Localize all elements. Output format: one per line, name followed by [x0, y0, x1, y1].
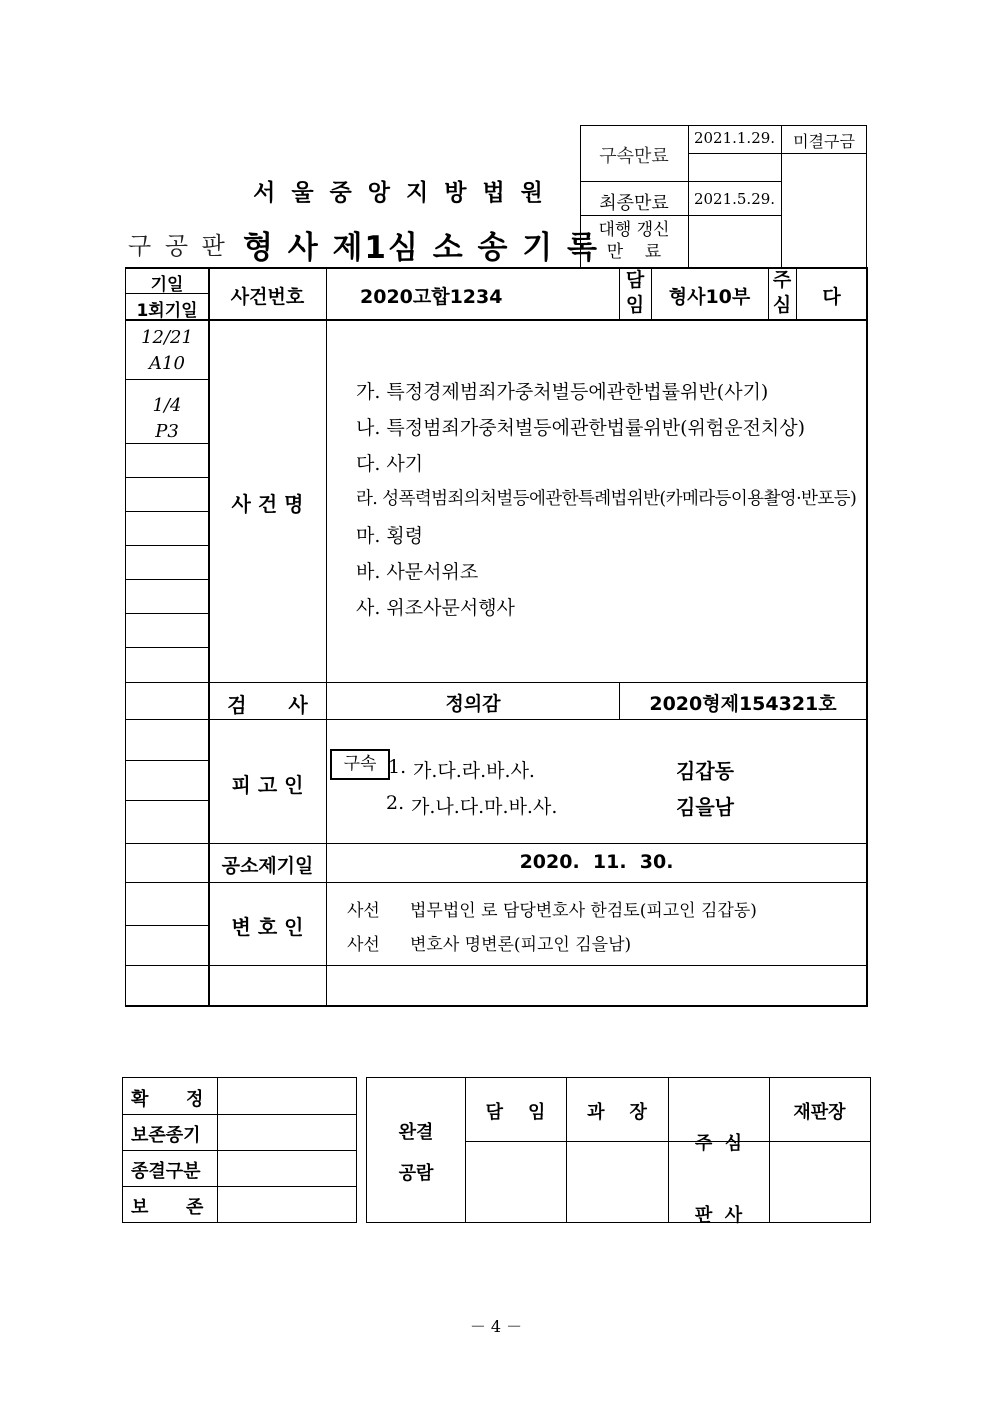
presiding-value: 다 — [822, 286, 841, 308]
renewal-label-line1: 대행 갱신 — [598, 220, 670, 240]
renewal-label-line2: 만 료 — [606, 242, 662, 262]
prosecutor-label: 검 사 — [227, 693, 308, 717]
final-expiry-date: 2021.5.29. — [693, 190, 776, 208]
defendant-2-charges: 가.나.다.마.바.사. — [411, 796, 558, 818]
retention-label: 보 존 — [131, 1197, 204, 1218]
defendant-label: 피 고 인 — [231, 773, 304, 797]
charge-label-line2: 임 — [625, 294, 645, 316]
prosecutor-name: 정의감 — [445, 693, 501, 715]
indictment-label: 공소제기일 — [221, 855, 314, 877]
court-name: 서 울 중 앙 지 방 법 원 — [253, 179, 547, 206]
presiding-label-line1: 주 — [772, 269, 792, 291]
case-number-label: 사건번호 — [230, 286, 305, 308]
unsettled-label: 미결구금 — [793, 132, 855, 151]
date-entry-2-time: P3 — [155, 421, 179, 442]
section-chief-header: 과 장 — [587, 1102, 647, 1123]
presiding-label-line2: 심 — [772, 294, 792, 316]
presiding-judge-header-line1: 주 심 — [694, 1133, 743, 1154]
prosecutor-number: 2020형제154321호 — [649, 693, 837, 715]
case-name-item: 다. 사기 — [356, 453, 424, 475]
lawyer-2-type: 사선 — [347, 935, 380, 955]
lawyer-1-type: 사선 — [347, 901, 380, 921]
defendant-1-name: 김갑동 — [676, 759, 734, 783]
retention-table — [122, 1077, 357, 1223]
custody-expiry-date: 2021.1.29. — [693, 129, 776, 147]
done-label: 완결 — [398, 1122, 434, 1143]
indictment-date: 2020. 11. 30. — [519, 851, 674, 873]
approval-table — [366, 1077, 871, 1226]
first-date-label: 1회기일 — [136, 301, 198, 321]
charge-label-line1: 담 — [625, 269, 645, 291]
case-number: 2020고합1234 — [360, 286, 503, 308]
custody-expiry-label: 구속만료 — [599, 146, 669, 167]
case-name-item: 라. 성폭력범죄의처벌등에관한특례법위반(카메라등이용촬영·반포등) — [356, 489, 857, 509]
case-name-list — [356, 377, 856, 629]
page-number: － 4 － — [469, 1317, 523, 1336]
closing-type-label: 종결구분 — [131, 1161, 201, 1182]
confirm-label: 확 정 — [131, 1089, 204, 1110]
lawyer-1-text: 법무법인 로 담당변호사 한검토(피고인 김갑동) — [410, 901, 757, 921]
case-name-item: 나. 특정범죄가중처벌등에관한법률위반(위험운전치상) — [356, 417, 806, 439]
date-entry-2-date: 1/4 — [152, 395, 182, 416]
trial-label: 구 공 판 — [128, 232, 228, 260]
case-name-item: 사. 위조사문서행사 — [356, 597, 515, 619]
defendant-2-name: 김을남 — [676, 795, 734, 819]
date-entry-2 — [126, 393, 208, 445]
defendant-1-charges: 가.다.라.바.사. — [413, 760, 535, 782]
defendant-2-no: 2. — [386, 792, 405, 814]
deadline-label: 기일 — [150, 275, 184, 295]
presiding-label — [768, 268, 796, 318]
case-name-item: 바. 사문서위조 — [356, 561, 479, 583]
presiding-judge-header-line2: 판 사 — [694, 1205, 743, 1226]
retention-end-label: 보존종기 — [131, 1125, 201, 1146]
custody-tag: 구속 — [330, 749, 390, 780]
date-entry-1 — [126, 325, 208, 377]
custody-box — [580, 125, 867, 267]
charge-judge-header: 담 임 — [485, 1102, 546, 1123]
final-expiry-label: 최종만료 — [599, 193, 669, 214]
division: 형사10부 — [668, 286, 751, 308]
lawyer-2-text: 변호사 명변론(피고인 김을남) — [410, 935, 632, 955]
case-name-item: 마. 횡령 — [356, 525, 424, 547]
case-name-item: 가. 특정경제범죄가중처벌등에관한법률위반(사기) — [356, 381, 769, 403]
date-entry-1-time: A10 — [149, 353, 185, 374]
charge-label — [619, 268, 651, 318]
presiding-judge-header — [668, 1084, 769, 1276]
lawyer-label: 변 호 인 — [231, 915, 304, 939]
defendant-1-no: 1. — [388, 756, 407, 778]
view-label: 공람 — [398, 1163, 434, 1184]
record-title: 형 사 제1심 소 송 기 록 — [243, 230, 599, 266]
case-name-label: 사 건 명 — [231, 492, 304, 516]
date-entry-1-date: 12/21 — [141, 327, 193, 348]
chief-judge-header: 재판장 — [793, 1102, 846, 1123]
